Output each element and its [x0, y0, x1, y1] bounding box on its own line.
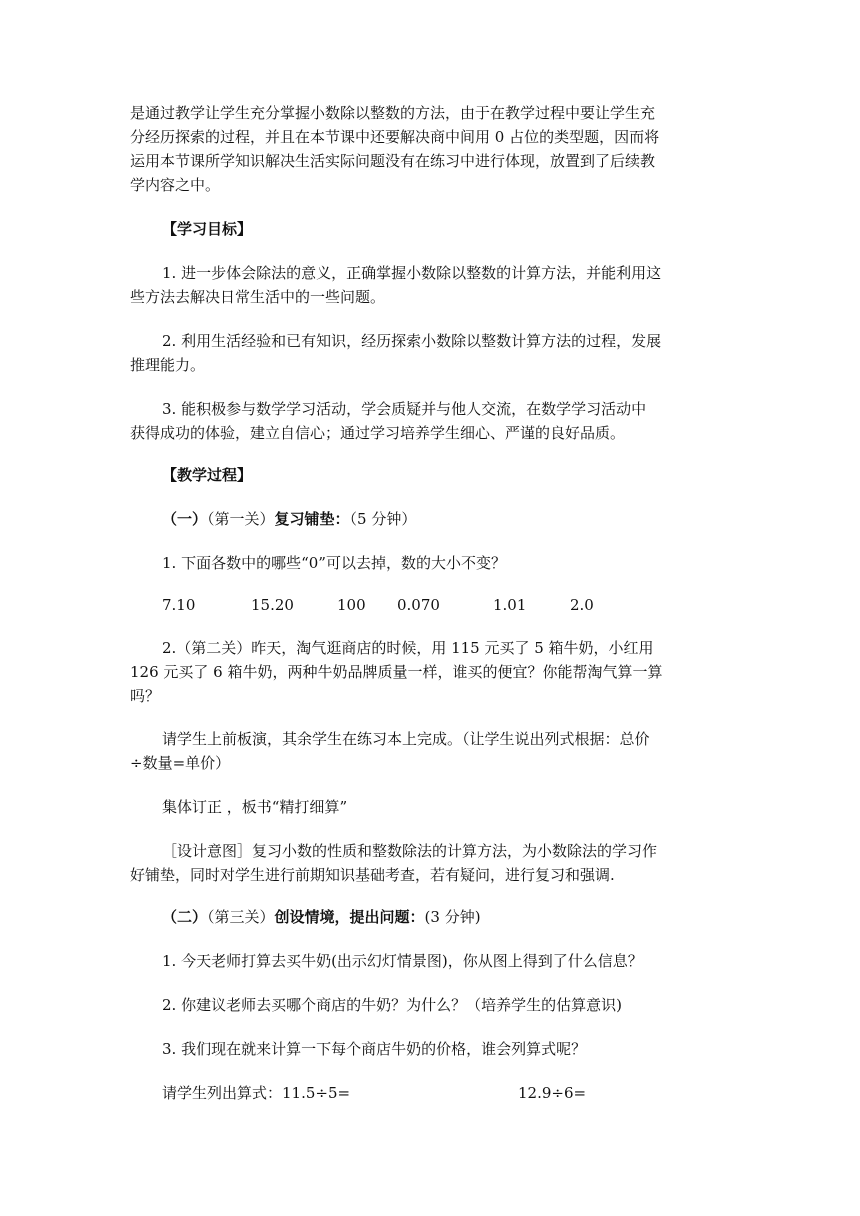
- goal-item-2: 2. 利用生活经验和已有知识，经历探索小数除以整数计算方法的过程，发展: [162, 332, 662, 350]
- section-1-question-2-cont: 吗？: [130, 687, 161, 705]
- section-1-prefix: （一）: [162, 510, 208, 528]
- design-intent-cont: 好铺垫，同时对学生进行前期知识基础考查，若有疑问，进行复习和强调.: [130, 866, 615, 884]
- process-heading: 【教学过程】: [162, 466, 253, 484]
- number-item: 15.20: [251, 596, 294, 614]
- section-1-heading: [162, 507, 762, 531]
- section-2-level: （第三关）: [207, 908, 275, 926]
- goal-item-1: 1. 进一步体会除法的意义，正确掌握小数除以整数的计算方法，并能利用这: [162, 264, 662, 282]
- section-1-level: （第一关）: [207, 510, 275, 528]
- number-item: 7.10: [162, 596, 196, 614]
- section-1-question-1: 1. 下面各数中的哪些“0”可以去掉，数的大小不变？: [162, 554, 506, 572]
- section-2-heading: [162, 905, 762, 929]
- formula-2: 12.9÷6=: [518, 1084, 587, 1102]
- section-2-time: (3 分钟): [424, 908, 481, 926]
- formula-label: 请学生列出算式：: [162, 1084, 283, 1102]
- goal-item-3-cont: 获得成功的体验，建立自信心；通过学习培养学生细心、严谨的良好品质。: [130, 424, 626, 442]
- formula-1: 11.5÷5=: [282, 1084, 351, 1102]
- goal-item-1-cont: 些方法去解决日常生活中的一些问题。: [130, 288, 386, 306]
- intro-line: 分经历探索的过程，并且在本节课中还要解决商中间用 0 占位的类型题，因而将: [130, 128, 660, 146]
- section-2-question-2: 2. 你建议老师去买哪个商店的牛奶？为什么？（培养学生的估算意识): [162, 996, 622, 1014]
- goal-item-2-cont: 推理能力。: [130, 356, 206, 374]
- collective-correction: 集体订正 ，板书“精打细算”: [162, 798, 348, 816]
- section-1-title: 复习铺垫：: [274, 510, 350, 528]
- number-item: 0.070: [397, 596, 440, 614]
- goals-heading: 【学习目标】: [162, 220, 253, 238]
- design-intent: ［设计意图］复习小数的性质和整数除法的计算方法，为小数除法的学习作: [162, 842, 658, 860]
- section-2-prefix: （二）: [162, 908, 208, 926]
- section-1-time: （5 分钟）: [349, 510, 417, 528]
- number-item: 2.0: [570, 596, 594, 614]
- intro-line: 是通过教学让学生充分掌握小数除以整数的方法，由于在教学过程中要让学生充: [130, 104, 656, 122]
- intro-line: 运用本节课所学知识解决生活实际问题没有在练习中进行体现，放置到了后续教: [130, 152, 656, 170]
- section-2-question-1: 1. 今天老师打算去买牛奶(出示幻灯情景图)，你从图上得到了什么信息？: [162, 952, 643, 970]
- board-instruction: 请学生上前板演，其余学生在练习本上完成。（让学生说出列式根据：总价: [162, 730, 650, 748]
- numbers-row: [162, 593, 762, 617]
- board-instruction-cont: ÷数量=单价）: [130, 754, 231, 772]
- section-2-question-3: 3. 我们现在就来计算一下每个商店牛奶的价格，谁会列算式呢？: [162, 1040, 587, 1058]
- section-1-question-2-cont: 126 元买了 6 箱牛奶，两种牛奶品牌质量一样，谁买的便宜？你能帮淘气算一算: [130, 663, 663, 681]
- number-item: 100: [337, 596, 366, 614]
- section-2-title: 创设情境，提出问题：: [274, 908, 425, 926]
- formula-row: [162, 1081, 762, 1105]
- goal-item-3: 3. 能积极参与数学学习活动，学会质疑并与他人交流，在数学学习活动中: [162, 400, 647, 418]
- number-item: 1.01: [493, 596, 527, 614]
- intro-line: 学内容之中。: [130, 176, 221, 194]
- section-1-question-2: 2.（第二关）昨天，淘气逛商店的时候，用 115 元买了 5 箱牛奶，小红用: [162, 639, 654, 657]
